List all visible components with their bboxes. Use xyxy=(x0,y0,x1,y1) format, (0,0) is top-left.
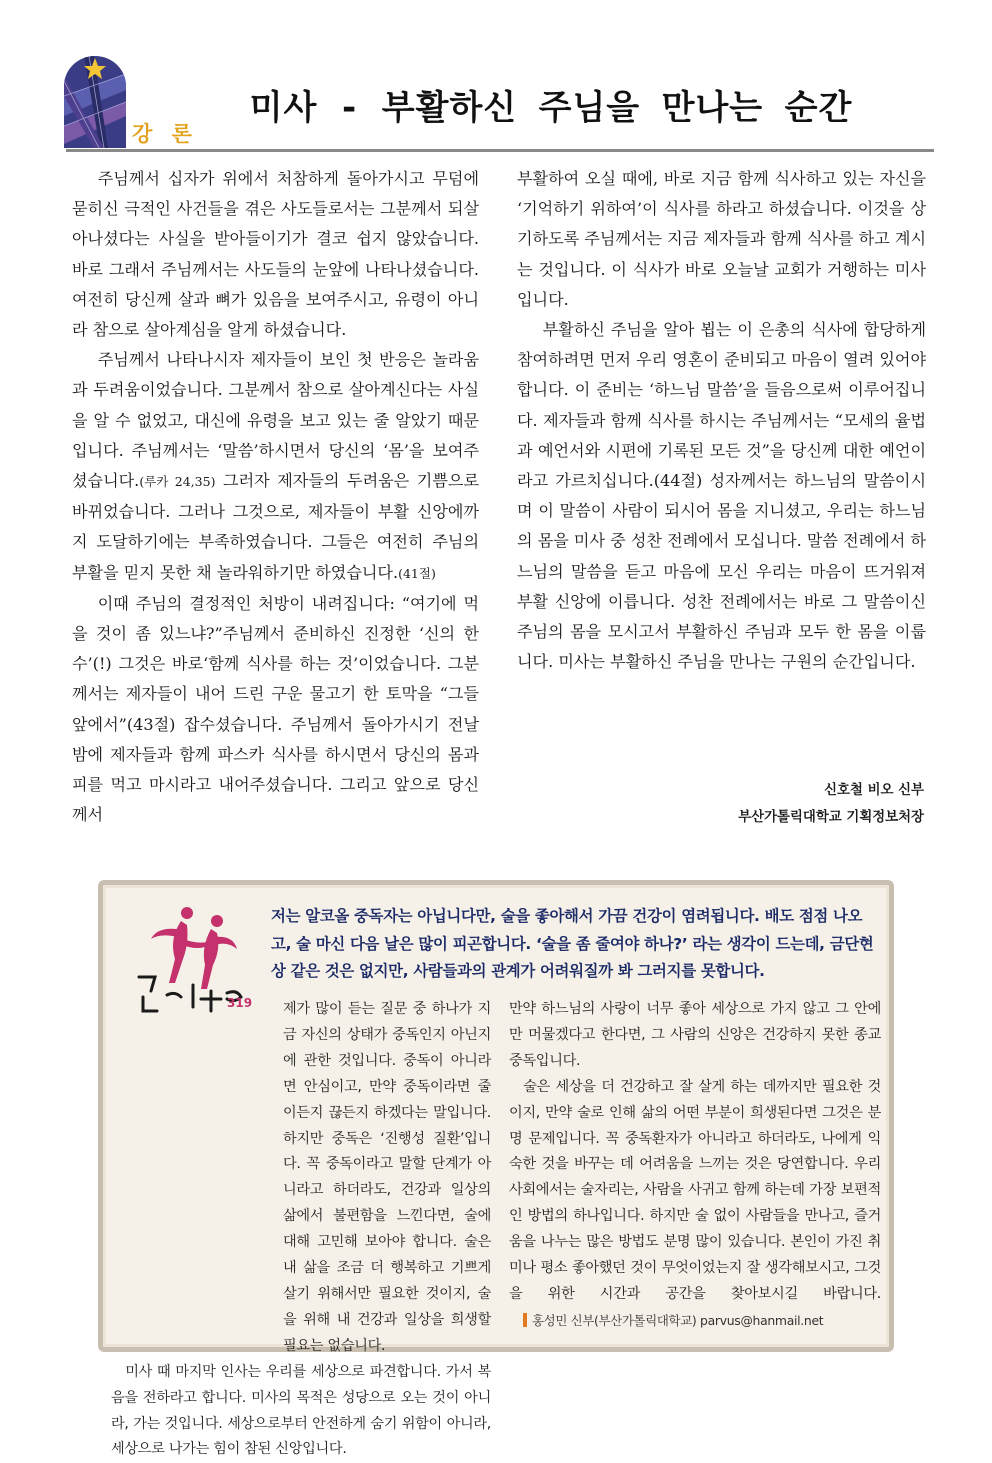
counsel-box xyxy=(98,880,894,1458)
paragraph: 만약 하느님의 사랑이 너무 좋아 세상으로 가지 않고 그 안에만 머물겠다고 한다면, 그 사람의 신앙은 건강하지 못한 종교 중독입니다. xyxy=(509,1001,881,1069)
paragraph: 제가 많이 듣는 질문 중 하나가 지금 자신의 상태가 중독인지 아닌지에 관한 것입니다. 중독이 아니라면 안심이고, 만약 중독이라면 줄이든지 끊든지 하겠다는 말입니다. 하지만 중독은 ‘진행성 질환’입니다. 꼭 중독이라고 말할 단계가 아니라고 하더라도, 건강과 일상의 삶에서 불편함을 느낀다면, 술에 대해 고민해 보아야 합니다. 술은 내 삶을 조금 더 행복하고 기쁘게 살기 위해서만 필요한 것이지, 술을 위해 내 건강과 일상을 희생할 필요는 없습니다. xyxy=(283,1001,491,1354)
bible-reference: (41절) xyxy=(398,565,436,581)
reader-question: 저는 알코올 중독자는 아닙니다만, 술을 좋아해서 가끔 건강이 염려됩니다. 배도 점점 나오고, 술 마신 다음 날은 많이 피곤합니다. ‘술을 좀 줄여야 하나?’ 라는 생각이 드는데, 금단현상 같은 것은 없지만, 사람들과의 관계가 어려워질까 봐 그러지를 못합니다. xyxy=(271,907,874,981)
title-rule xyxy=(66,149,934,152)
author-signature xyxy=(738,777,924,831)
credit-marker xyxy=(523,1313,527,1327)
section-label: 강 론 xyxy=(132,122,198,146)
paragraph: 주님께서 나타나시자 제자들이 보인 첫 반응은 놀라움과 두려움이었습니다. 그분께서 참으로 살아계신다는 사실을 알 수 없었고, 대신에 유령을 보고 있는 줄 알았기 때문입니다. 주님께서는 ‘말씀’하시면서 당신의 ‘몸’을 보여주셨습니다.(루카 24,35) 그러자 제자들의 두려움은 기쁨으로 바뀌었습니다. 그러나 그것으로, 제자들이 부활 신앙에까지 도달하기에는 부족하였습니다. 그들은 여전히 주님의 부활을 믿지 못한 채 놀라워하기만 하였습니다.(41절) xyxy=(72,350,479,582)
series-number: 319 xyxy=(227,996,253,1010)
answer-left-column xyxy=(111,997,491,1463)
article-right-column xyxy=(517,164,926,677)
author-credit: 홍성민 신부(부산가톨릭대학교) parvus@hanmail.net xyxy=(509,1313,823,1329)
page-title: 미사 - 부활하신 주님을 만나는 순간 xyxy=(249,88,853,128)
answer-right-column xyxy=(509,997,881,1335)
paragraph: 주님께서 십자가 위에서 처참하게 돌아가시고 무덤에 묻히신 극적인 사건들을 겪은 사도들로서는 그분께서 되살아나셨다는 사실을 받아들이기가 결코 쉽지 않았습니다. 바로 그래서 주님께서는 사도들의 눈앞에 나타나셨습니다. 여전히 당신께 살과 뼈가 있음을 보여주시고, 유령이 아니라 참으로 살아계심을 알게 하셨습니다. xyxy=(72,169,479,340)
paragraph: 부활하여 오실 때에, 바로 지금 함께 식사하고 있는 자신을 ‘기억하기 위하여’이 식사를 하라고 하셨습니다. 이것을 상기하도록 주님께서는 지금 제자들과 함께 식사를 하고 계시는 것입니다. 이 식사가 바로 오늘날 교회가 거행하는 미사입니다. xyxy=(517,169,926,309)
paragraph: 미사 때 마지막 인사는 우리를 세상으로 파견합니다. 가서 복음을 전하라고 합니다. 미사의 목적은 성당으로 오는 것이 아니라, 가는 것입니다. 세상으로부터 안전하게 숨기 위함이 아니라, 세상으로 나가는 힘이 참된 신앙입니다. xyxy=(111,1363,491,1458)
bible-reference: (루카 24,35) xyxy=(139,474,216,490)
article-left-column xyxy=(72,164,479,830)
author-name: 신호철 비오 신부 xyxy=(824,783,924,798)
author-title: 부산가톨릭대학교 기획정보처장 xyxy=(738,810,924,825)
paragraph: 술은 세상을 더 건강하고 잘 살게 하는 데까지만 필요한 것이지, 만약 술로 인해 삶의 어떤 부분이 희생된다면 그것은 분명 문제입니다. 꼭 중독환자가 아니라고 하더라도, 나에게 익숙한 것을 바꾸는 데 어려움을 느끼는 것은 당연합니다. 우리 사회에서는 술자리는, 사람을 사귀고 함께 하는데 가장 보편적인 방법의 하나입니다. 하지만 술 없이 사람들을 만나고, 즐거움을 나누는 많은 방법도 분명 많이 있습니다. 본인이 가진 취미나 평소 좋아했던 것이 무엇이었는지 잘 생각해보시고, 그것을 위한 시간과 공간을 찾아보시길 바랍니다.홍성민 신부(부산가톨릭대학교) parvus@hanmail.net xyxy=(509,1078,881,1328)
stained-glass-logo xyxy=(64,56,126,148)
paragraph: 이때 주님의 결정적인 처방이 내려집니다: “여기에 먹을 것이 좀 있느냐?”주님께서 준비하신 진정한 ‘신의 한수’(!) 그것은 바로‘함께 식사를 하는 것’이었습니다. 그분께서는 제자들이 내어 드린 구운 물고기 한 토막을 “그들 앞에서”(43절) 잡수셨습니다. 주님께서 돌아가시기 전날 밤에 제자들과 함께 파스카 식사를 하시면서 당신의 몸과 피를 먹고 마시라고 내어주셨습니다. 그리고 앞으로 당신께서 xyxy=(72,593,479,825)
paragraph: 부활하신 주님을 알아 뵙는 이 은총의 식사에 합당하게 참여하려면 먼저 우리 영혼이 준비되고 마음이 열려 있어야 합니다. 이 준비는 ‘하느님 말씀’을 들음으로써 이루어집니다. 제자들과 함께 식사를 하시는 주님께서는 “모세의 율법과 예언서와 시편에 기록된 모든 것”을 당신께 대한 예언이라고 가르치십니다.(44절) 성자께서는 하느님의 말씀이시며 이 말씀이 사람이 되시어 몸을 지니셨고, 우리는 하느님의 몸을 미사 중 성찬 전례에서 모십니다. 말씀 전례에서 하느님의 말씀을 듣고 마음에 모신 우리는 마음이 뜨거워져 부활 신앙에 이릅니다. 성찬 전례에서는 바로 그 말씀이신 주님의 몸을 모시고서 부활하신 주님과 모두 한 몸을 이룹니다. 미사는 부활하신 주님을 만나는 구원의 순간입니다. xyxy=(517,320,926,672)
